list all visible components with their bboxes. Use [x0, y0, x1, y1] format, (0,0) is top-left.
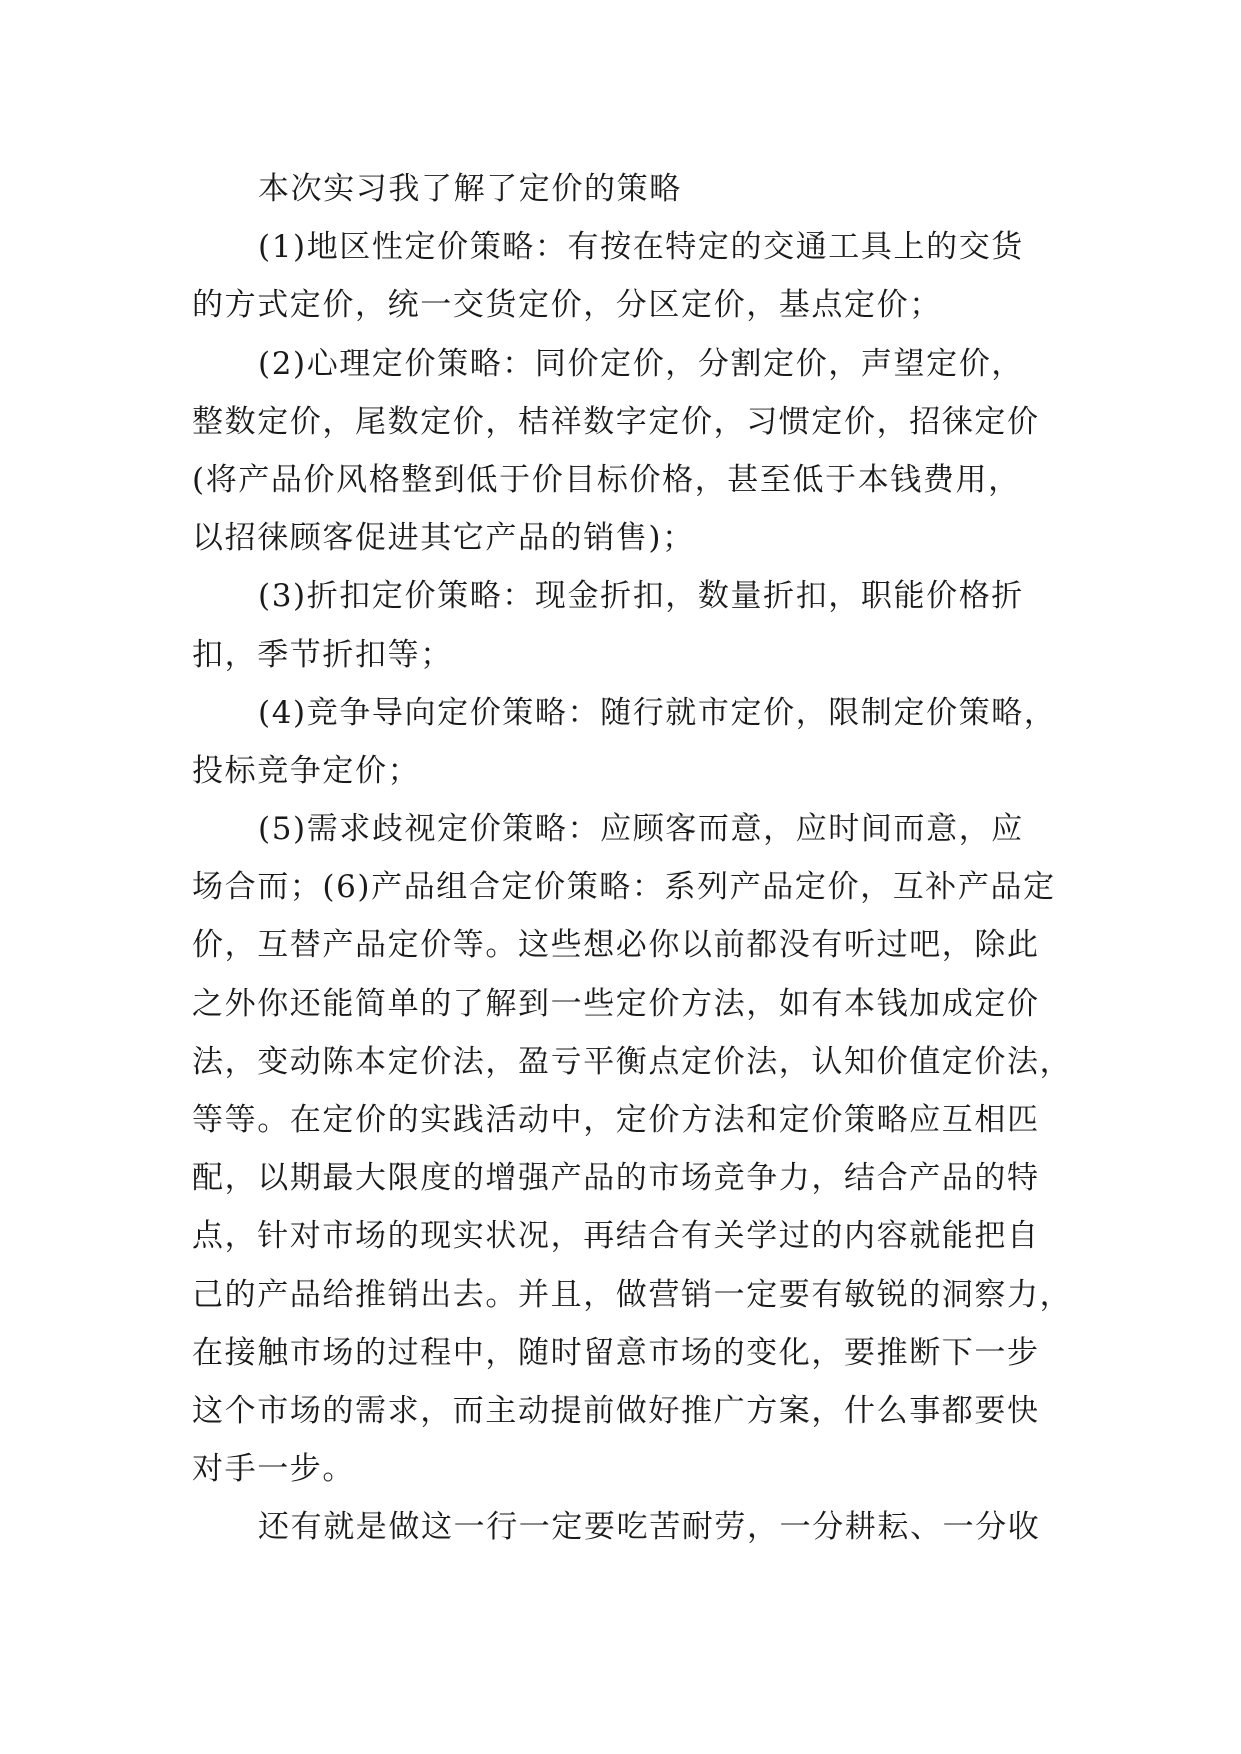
text-line: 点，针对市场的现实状况，再结合有关学过的内容就能把自	[192, 1218, 1040, 1255]
paragraph-first-line: 还有就是做这一行一定要吃苦耐劳，一分耕耘、一分收	[258, 1509, 1041, 1546]
text-line: (将产品价风格整到低于价目标价格，甚至低于本钱费用，	[192, 461, 1021, 498]
paragraph-first-line: (3)折扣定价策略：现金折扣，数量折扣，职能价格折	[258, 578, 1024, 615]
text-line: 这个市场的需求，而主动提前做好推广方案，什么事都要快	[192, 1392, 1040, 1429]
text-line: 之外你还能简单的了解到一些定价方法，如有本钱加成定价	[192, 985, 1040, 1022]
text-line: 配，以期最大限度的增强产品的市场竞争力，结合产品的特	[192, 1160, 1040, 1197]
text-line: 价，互替产品定价等。这些想必你以前都没有听过吧，除此	[192, 927, 1040, 964]
body-text	[192, 160, 1072, 1557]
text-line: 己的产品给推销出去。并且，做营销一定要有敏锐的洞察力，	[192, 1276, 1073, 1313]
text-line: 场合而；(6)产品组合定价策略：系列产品定价，互补产品定	[192, 869, 1056, 906]
paragraph-first-line: (1)地区性定价策略：有按在特定的交通工具上的交货	[258, 229, 1024, 266]
text-line: 的方式定价，统一交货定价，分区定价，基点定价；	[192, 287, 942, 324]
text-line: 扣，季节折扣等；	[192, 636, 453, 673]
text-line: 投标竞争定价；	[192, 752, 421, 789]
text-line: 以招徕顾客促进其它产品的销售)；	[192, 520, 695, 557]
text-line: 等等。在定价的实践活动中，定价方法和定价策略应互相匹	[192, 1102, 1040, 1138]
paragraph-first-line: (2)心理定价策略：同价定价，分割定价，声望定价，	[258, 345, 1024, 382]
text-line: 对手一步。	[192, 1451, 355, 1488]
paragraph-first-line: (5)需求歧视定价策略：应顾客而意，应时间而意，应	[258, 811, 1024, 848]
paragraph-first-line: (4)竞争导向定价策略：随行就市定价，限制定价策略，	[258, 694, 1057, 731]
paragraph-first-line: 本次实习我了解了定价的策略	[258, 171, 682, 207]
text-line: 法，变动陈本定价法，盈亏平衡点定价法，认知价值定价法，	[192, 1043, 1073, 1080]
text-line: 整数定价，尾数定价，桔祥数字定价，习惯定价，招徕定价	[192, 403, 1040, 440]
text-line: 在接触市场的过程中，随时留意市场的变化，要推断下一步	[192, 1334, 1040, 1371]
